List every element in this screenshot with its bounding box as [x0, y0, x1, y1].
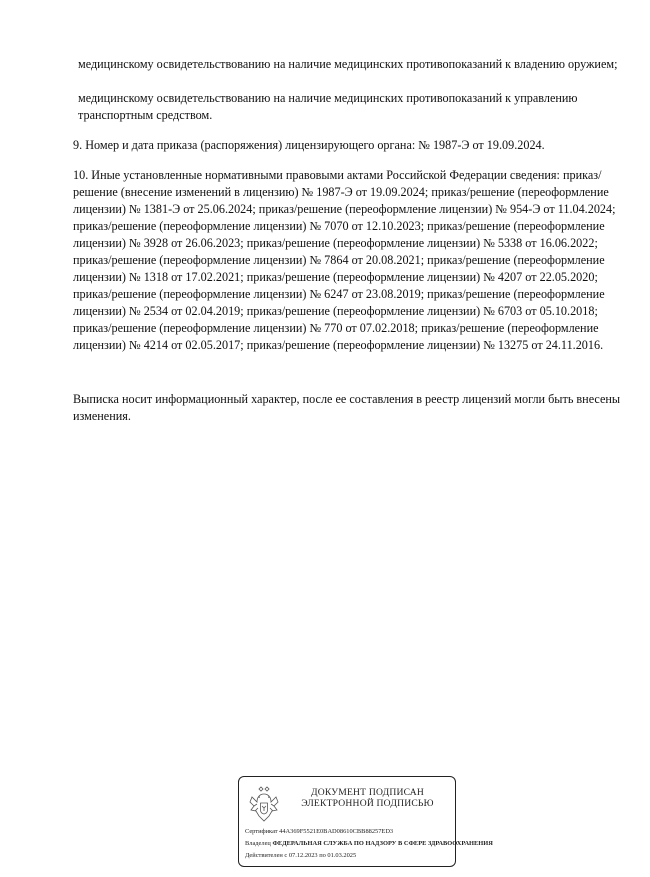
certificate-label: Сертификат — [245, 828, 278, 835]
signature-stamp — [238, 776, 493, 867]
certificate-number: 44A369F5521E0BAD08610CBB88257ED3 — [279, 828, 394, 835]
stamp-owner — [245, 839, 493, 848]
owner-name: ФЕДЕРАЛЬНАЯ СЛУЖБА ПО НАДЗОРУ В СФЕРЕ ЗДРАВООХРАНЕНИЯ — [272, 840, 493, 847]
paragraph-transport: медицинскому освидетельствованию на наличие медицинских противопоказаний к управлению транспортным средством. — [78, 91, 578, 122]
paragraph-disclaimer: Выписка носит информационный характер, после ее составления в реестр лицензий могли быть внесены изменения. — [73, 392, 621, 423]
paragraph-other-info: 10. Иные установленные нормативными правовыми актами Российской Федерации сведения: приказ/решение (внесение изменений в лицензию) № 1987-Э от 19.09.2024; приказ/решение (переоформление лицензии) № 1381-Э от 25.06.2024; приказ/решение (переоформление лицензии) № 954-Э от 11.04.2024; приказ/решение (переоформление лицензии) № 7070 от 12.10.2023; приказ/решение (переоформление лицензии) № 3928 от 26.06.2023; приказ/решение (переоформление лицензии) № 5338 от 16.06.2022; приказ/решение (переоформление лицензии) № 7864 от 20.08.2021; приказ/решение (переоформление лицензии) № 1318 от 17.02.2021; приказ/решение (переоформление лицензии) № 4207 от 22.05.2020; приказ/решение (переоформление лицензии) № 6247 от 23.08.2019; приказ/решение (переоформление лицензии) № 2534 от 02.04.2019; приказ/решение (переоформление лицензии) № 6703 от 05.10.2018; приказ/решение (переоформление лицензии) № 770 от 07.02.2018; приказ/решение (переоформление лицензии) № 4214 от 02.05.2017; приказ/решение (переоформление лицензии) № 13275 от 24.11.2016. — [73, 168, 616, 352]
stamp-title-line1: ДОКУМЕНТ ПОДПИСАН — [310, 787, 424, 798]
coat-of-arms-icon — [248, 786, 280, 824]
paragraph-arms: медицинскому освидетельствованию на наличие медицинских противопоказаний к владению оружием; — [78, 57, 618, 71]
stamp-title-line2: ЭЛЕКТРОННОЙ ПОДПИСЬЮ — [301, 798, 434, 809]
paragraph-order: 9. Номер и дата приказа (распоряжения) лицензирующего органа: № 1987-Э от 19.09.2024. — [73, 138, 545, 152]
stamp-certificate — [245, 827, 393, 836]
owner-label: Владелец — [245, 840, 271, 847]
stamp-validity: Действителен с 07.12.2023 по 01.03.2025 — [245, 852, 357, 859]
